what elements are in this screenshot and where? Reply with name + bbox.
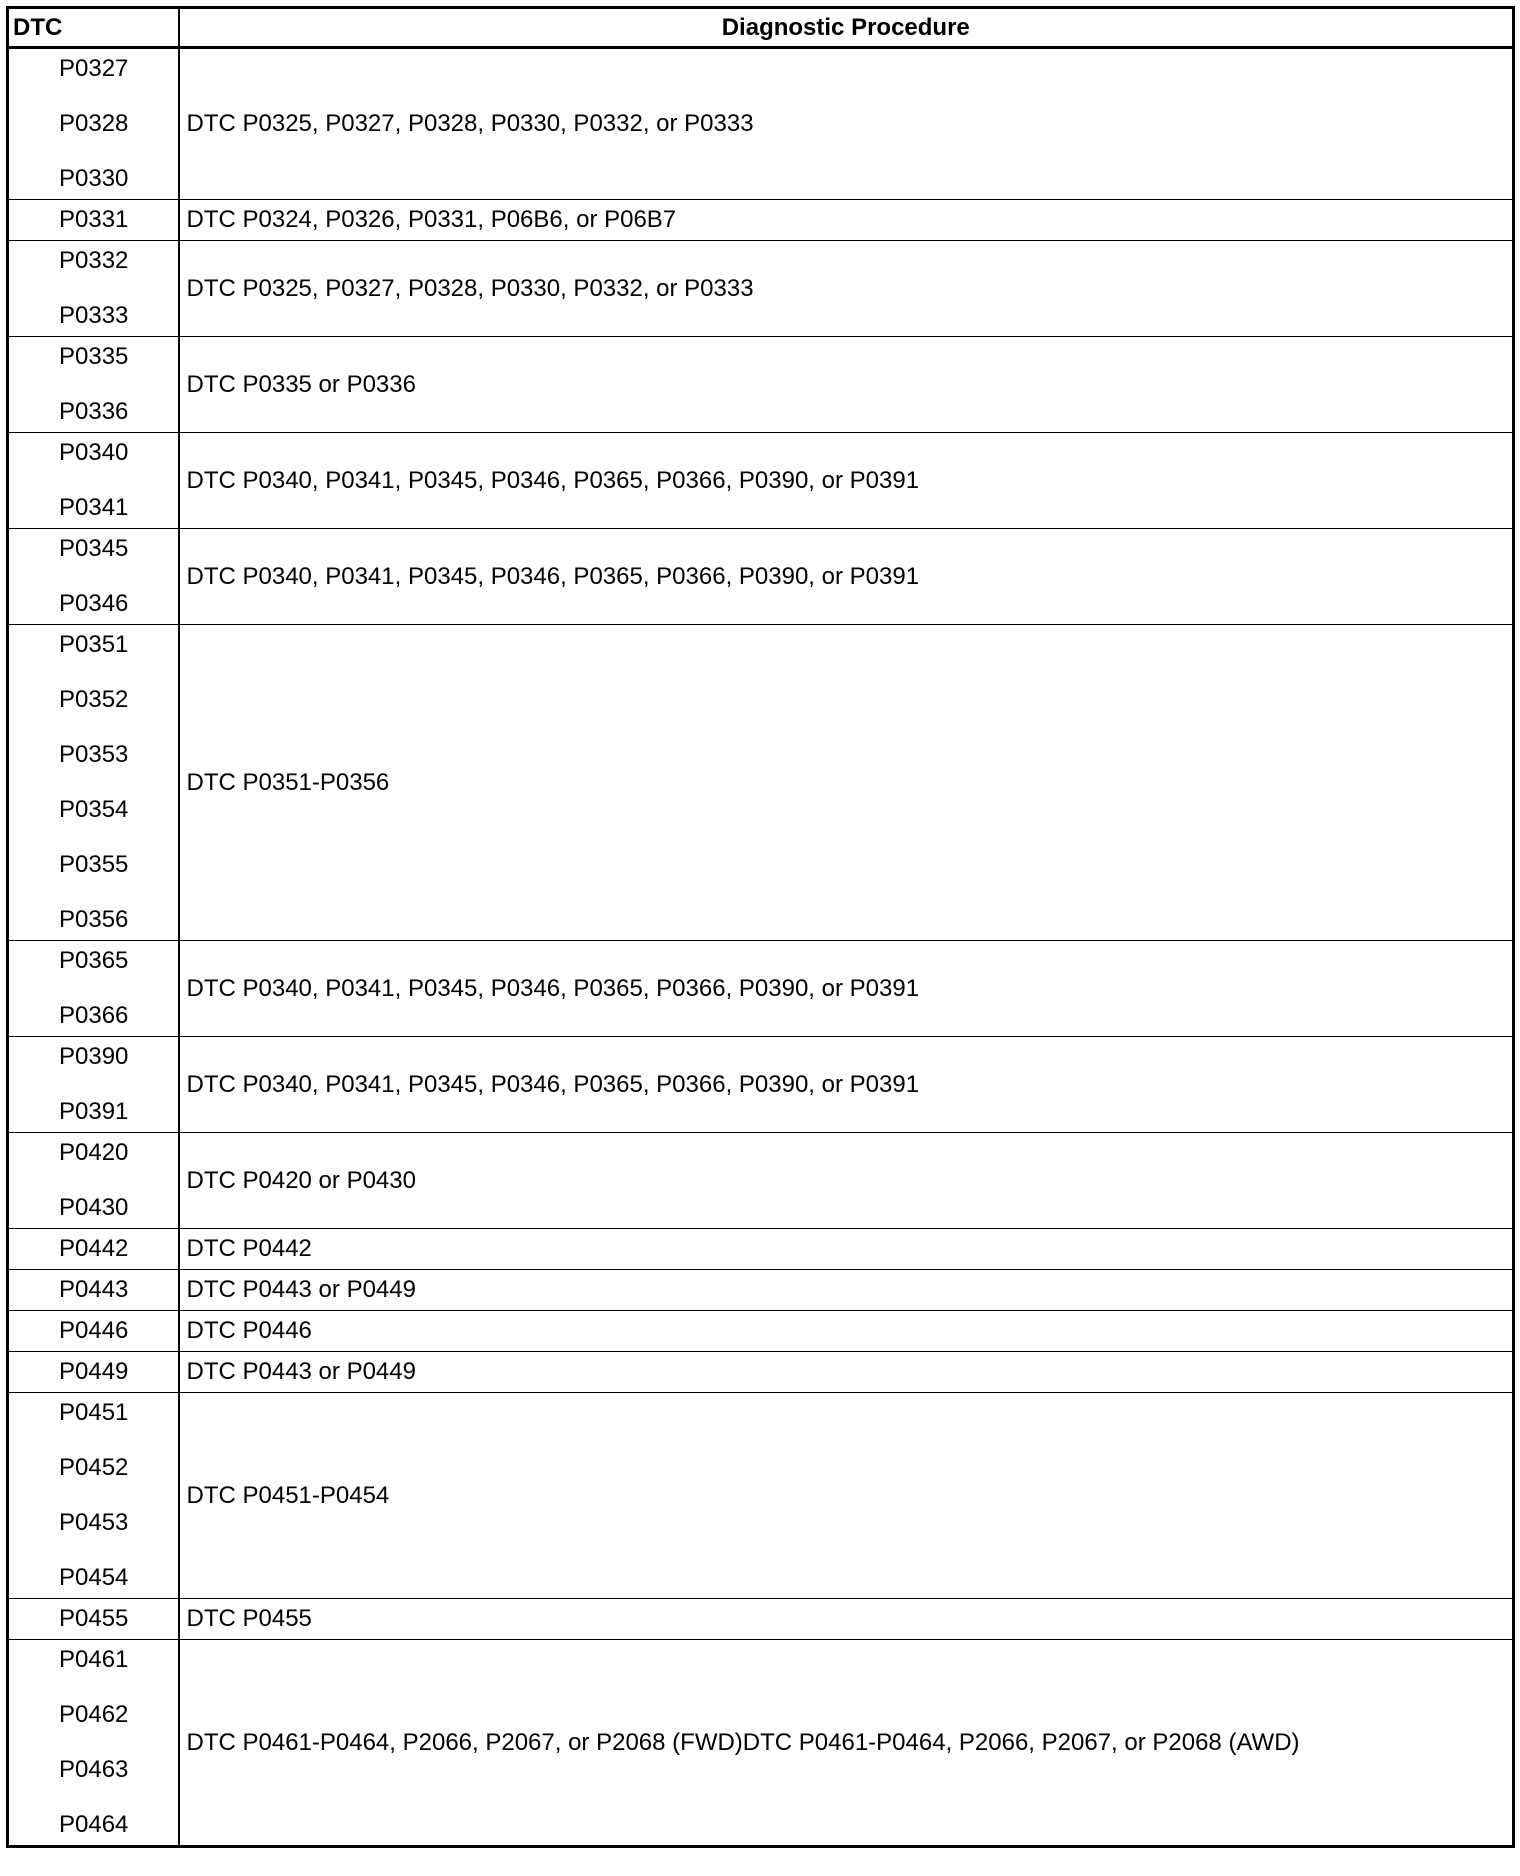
dtc-code: P0446 xyxy=(59,1317,129,1344)
diagnostic-procedure-cell: DTC P0351-P0356 xyxy=(179,625,1514,941)
table-row xyxy=(8,1599,1514,1640)
dtc-code: P0366 xyxy=(59,1002,129,1029)
dtc-code: P0353 xyxy=(59,741,129,768)
dtc-code: P0442 xyxy=(59,1235,129,1262)
dtc-code: P0351 xyxy=(59,631,129,658)
dtc-codes-cell xyxy=(8,200,179,241)
diagnostic-procedure-cell: DTC P0420 or P0430 xyxy=(179,1133,1514,1229)
diagnostic-procedure-cell: DTC P0446 xyxy=(179,1311,1514,1352)
diagnostic-procedure-cell: DTC P0340, P0341, P0345, P0346, P0365, P0366, P0390, or P0391 xyxy=(179,1037,1514,1133)
table-header xyxy=(8,8,1514,48)
dtc-codes-cell xyxy=(8,1599,179,1640)
dtc-code: P0391 xyxy=(59,1098,129,1125)
dtc-code: P0355 xyxy=(59,851,129,878)
diagnostic-procedure-cell: DTC P0442 xyxy=(179,1229,1514,1270)
diagnostic-procedure-cell: DTC P0443 or P0449 xyxy=(179,1352,1514,1393)
dtc-codes-cell xyxy=(8,625,179,941)
dtc-code: P0331 xyxy=(59,206,129,233)
table-body xyxy=(8,48,1514,1847)
table-row xyxy=(8,1393,1514,1599)
dtc-code: P0335 xyxy=(59,343,129,370)
table-row xyxy=(8,1640,1514,1847)
dtc-code: P0327 xyxy=(59,55,129,82)
dtc-code: P0345 xyxy=(59,535,129,562)
table-row xyxy=(8,48,1514,200)
dtc-code: P0449 xyxy=(59,1358,129,1385)
table-row xyxy=(8,1037,1514,1133)
dtc-codes-cell xyxy=(8,1270,179,1311)
dtc-code: P0333 xyxy=(59,302,129,329)
dtc-column-header: DTC xyxy=(8,8,179,48)
dtc-codes-cell xyxy=(8,529,179,625)
table-row xyxy=(8,1229,1514,1270)
dtc-code: P0451 xyxy=(59,1399,129,1426)
diagnostic-procedure-cell: DTC P0455 xyxy=(179,1599,1514,1640)
dtc-code: P0462 xyxy=(59,1701,129,1728)
dtc-code: P0328 xyxy=(59,110,129,137)
table-row xyxy=(8,625,1514,941)
table-row xyxy=(8,200,1514,241)
dtc-code: P0454 xyxy=(59,1564,129,1591)
table-row xyxy=(8,529,1514,625)
diagnostic-procedure-cell: DTC P0451-P0454 xyxy=(179,1393,1514,1599)
dtc-code: P0352 xyxy=(59,686,129,713)
dtc-procedure-table xyxy=(6,6,1515,1848)
diagnostic-procedure-cell: DTC P0325, P0327, P0328, P0330, P0332, or P0333 xyxy=(179,241,1514,337)
table-row xyxy=(8,1270,1514,1311)
dtc-codes-cell xyxy=(8,337,179,433)
table-row xyxy=(8,433,1514,529)
table-row xyxy=(8,337,1514,433)
table-row xyxy=(8,941,1514,1037)
dtc-code: P0420 xyxy=(59,1139,129,1166)
diagnostic-procedure-cell: DTC P0340, P0341, P0345, P0346, P0365, P0366, P0390, or P0391 xyxy=(179,941,1514,1037)
dtc-code: P0464 xyxy=(59,1811,129,1838)
dtc-codes-cell xyxy=(8,1640,179,1847)
dtc-code: P0354 xyxy=(59,796,129,823)
dtc-code: P0365 xyxy=(59,947,129,974)
dtc-code: P0453 xyxy=(59,1509,129,1536)
dtc-code: P0455 xyxy=(59,1605,129,1632)
header-row xyxy=(8,8,1514,48)
dtc-codes-cell xyxy=(8,1352,179,1393)
diagnostic-procedure-cell: DTC P0340, P0341, P0345, P0346, P0365, P0366, P0390, or P0391 xyxy=(179,529,1514,625)
dtc-code: P0443 xyxy=(59,1276,129,1303)
table-row xyxy=(8,1133,1514,1229)
dtc-code: P0390 xyxy=(59,1043,129,1070)
dtc-code: P0340 xyxy=(59,439,129,466)
dtc-codes-cell xyxy=(8,48,179,200)
dtc-code: P0430 xyxy=(59,1194,129,1221)
dtc-codes-cell xyxy=(8,433,179,529)
diagnostic-procedure-cell: DTC P0461-P0464, P2066, P2067, or P2068 (FWD)DTC P0461-P0464, P2066, P2067, or P2068 (AWD) xyxy=(179,1640,1514,1847)
table-row xyxy=(8,1311,1514,1352)
diagnostic-procedure-cell: DTC P0443 or P0449 xyxy=(179,1270,1514,1311)
table-row xyxy=(8,241,1514,337)
dtc-code: P0332 xyxy=(59,247,129,274)
diagnostic-procedure-cell: DTC P0340, P0341, P0345, P0346, P0365, P0366, P0390, or P0391 xyxy=(179,433,1514,529)
dtc-code: P0330 xyxy=(59,165,129,192)
procedure-column-header: Diagnostic Procedure xyxy=(179,8,1514,48)
dtc-codes-cell xyxy=(8,1133,179,1229)
dtc-code: P0346 xyxy=(59,590,129,617)
dtc-code: P0461 xyxy=(59,1646,129,1673)
dtc-codes-cell xyxy=(8,1311,179,1352)
dtc-code: P0336 xyxy=(59,398,129,425)
dtc-code: P0341 xyxy=(59,494,129,521)
dtc-code: P0463 xyxy=(59,1756,129,1783)
dtc-codes-cell xyxy=(8,1393,179,1599)
dtc-codes-cell xyxy=(8,1037,179,1133)
dtc-codes-cell xyxy=(8,1229,179,1270)
diagnostic-procedure-cell: DTC P0325, P0327, P0328, P0330, P0332, or P0333 xyxy=(179,48,1514,200)
table-row xyxy=(8,1352,1514,1393)
diagnostic-procedure-cell: DTC P0324, P0326, P0331, P06B6, or P06B7 xyxy=(179,200,1514,241)
dtc-codes-cell xyxy=(8,941,179,1037)
diagnostic-procedure-cell: DTC P0335 or P0336 xyxy=(179,337,1514,433)
dtc-code: P0356 xyxy=(59,906,129,933)
dtc-codes-cell xyxy=(8,241,179,337)
dtc-code: P0452 xyxy=(59,1454,129,1481)
